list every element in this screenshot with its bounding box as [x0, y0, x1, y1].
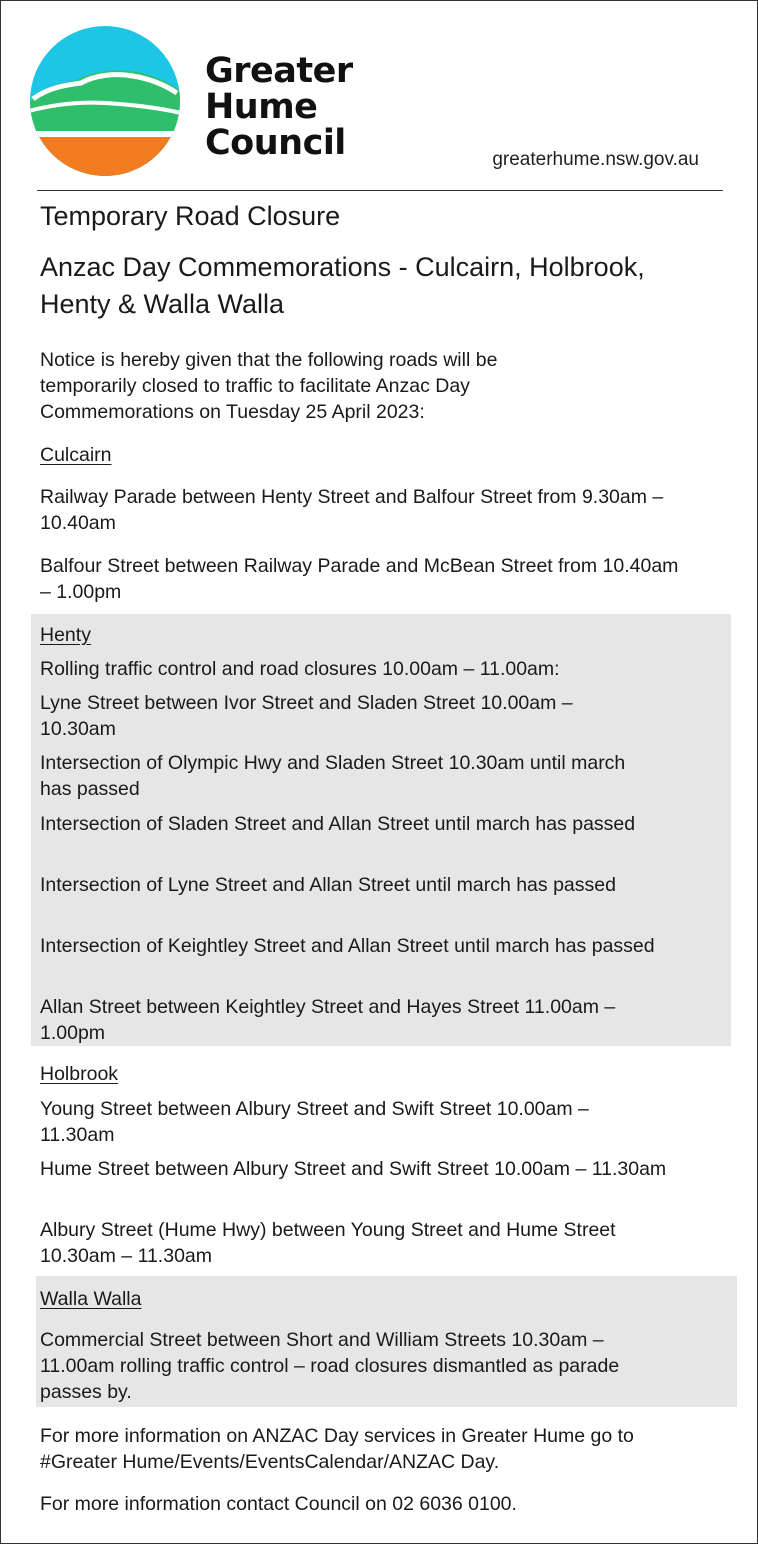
henty-item: Intersection of Sladen Street and Allan Street until march has passed — [40, 813, 636, 835]
henty-item: Intersection of Keightley Street and Allan Street until march has passed — [40, 935, 655, 957]
holbrook-item: Albury Street (Hume Hwy) between Young Street and Hume Street 10.30am – 11.30am — [40, 1219, 616, 1267]
more-info-text: For more information on ANZAC Day services in Greater Hume go to #Greater Hume/Events/EventsCalendar/ANZAC Day. — [40, 1425, 634, 1473]
council-name-line2: Hume — [205, 87, 318, 127]
council-logo-icon — [29, 25, 181, 177]
website-link[interactable]: greaterhume.nsw.gov.au — [492, 149, 699, 170]
notice-subtitle: Anzac Day Commemorations - Culcairn, Holbrook, Henty & Walla Walla — [40, 252, 645, 319]
culcairn-item: Railway Parade between Henty Street and Balfour Street from 9.30am – 10.40am — [40, 486, 664, 534]
council-name — [205, 53, 353, 161]
holbrook-heading: Holbrook — [40, 1063, 119, 1085]
henty-item: Intersection of Lyne Street and Allan Street until march has passed — [40, 874, 616, 896]
holbrook-item: Hume Street between Albury Street and Swift Street 10.00am – 11.30am — [40, 1158, 667, 1180]
henty-item: Rolling traffic control and road closures 10.00am – 11.00am: — [40, 658, 560, 680]
walla-walla-item: Commercial Street between Short and William Streets 10.30am – 11.00am rolling traffic control – road closures dismantled as parade passes by. — [40, 1329, 620, 1403]
henty-item: Allan Street between Keightley Street and Hayes Street 11.00am – 1.00pm — [40, 996, 616, 1044]
henty-item: Intersection of Olympic Hwy and Sladen Street 10.30am until march has passed — [40, 752, 626, 800]
henty-heading: Henty — [40, 624, 91, 646]
holbrook-item: Young Street between Albury Street and Swift Street 10.00am – 11.30am — [40, 1098, 589, 1146]
contact-text: For more information contact Council on 02 6036 0100. — [40, 1493, 517, 1515]
header-divider — [37, 190, 723, 191]
notice-title: Temporary Road Closure — [40, 201, 341, 231]
notice-intro: Notice is hereby given that the following roads will be temporarily closed to traffic to facilitate Anzac Day Commemorations on Tuesday 25 April 2023: — [40, 349, 498, 423]
henty-item: Lyne Street between Ivor Street and Sladen Street 10.00am – 10.30am — [40, 692, 573, 740]
header — [1, 1, 757, 191]
walla-walla-heading: Walla Walla — [40, 1288, 142, 1310]
culcairn-item: Balfour Street between Railway Parade and McBean Street from 10.40am – 1.00pm — [40, 555, 679, 603]
council-name-line1: Greater — [205, 51, 353, 91]
culcairn-heading: Culcairn — [40, 444, 112, 466]
council-name-line3: Council — [205, 123, 346, 163]
